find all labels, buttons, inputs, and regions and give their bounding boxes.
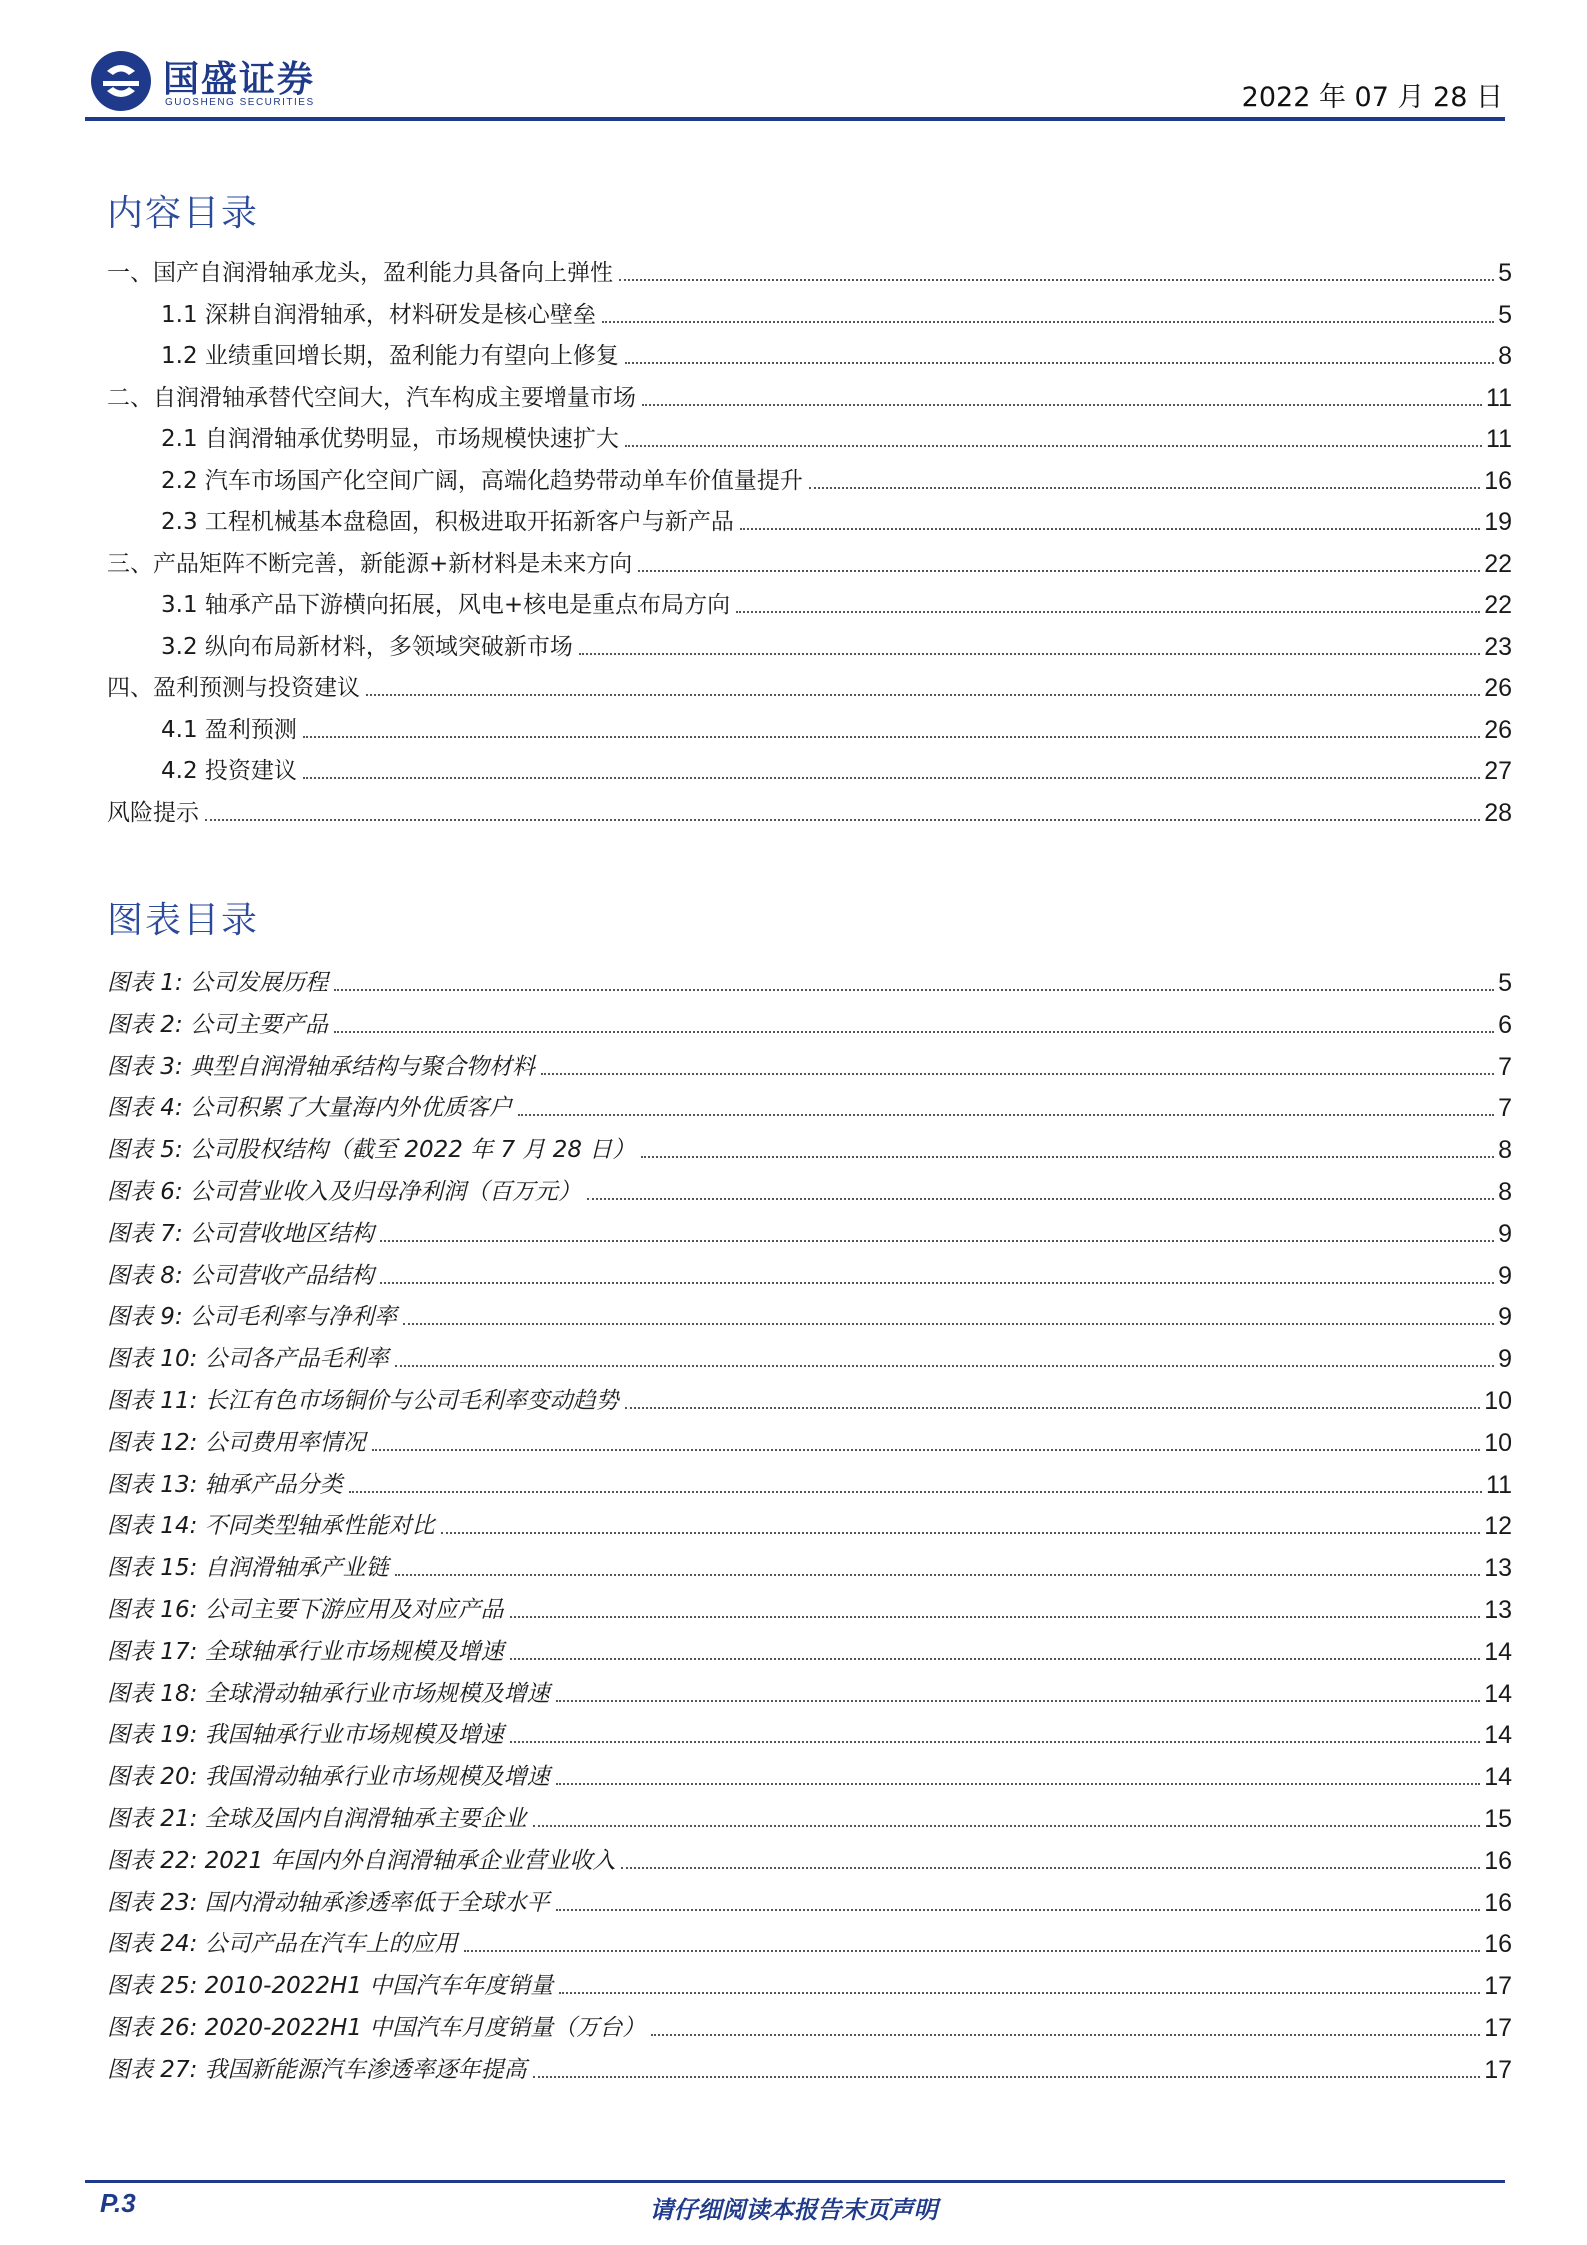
dot-leader [740,527,1480,530]
toc-entry-label: 四、盈利预测与投资建议 [107,675,360,701]
footer-disclaimer: 请仔细阅读本报告末页声明 [649,2196,938,2224]
dot-leader [602,320,1494,323]
figure-entry[interactable] [107,1251,1512,1291]
toc-entry-page: 16 [1484,466,1512,495]
page-number: P.3 [100,2188,136,2218]
figure-entry-page: 17 [1484,2055,1512,2084]
figure-entry-page: 11 [1486,1470,1512,1499]
dot-leader [510,1657,1481,1660]
figure-entry-label: 图表 13: 轴承产品分类 [107,1471,343,1498]
toc-entry-page: 11 [1486,383,1512,412]
figure-entry-page: 16 [1484,1888,1512,1917]
figure-entry[interactable] [107,1752,1512,1792]
toc-entry[interactable] [107,539,1512,579]
figure-entry-page: 17 [1484,2014,1512,2042]
figure-entry[interactable] [107,1543,1512,1583]
figure-entry[interactable] [107,1878,1512,1918]
logo-text-cn: 国盛证券 [163,59,316,100]
figure-entry-page: 9 [1498,1303,1512,1332]
toc-entry-label: 三、产品矩阵不断完善，新能源+新材料是未来方向 [107,550,633,577]
dot-leader [556,1699,1481,1702]
figure-entry-page: 8 [1498,1136,1512,1165]
figure-entry-page: 14 [1484,1679,1512,1708]
toc-entry-page: 26 [1484,674,1512,702]
dot-leader [556,1782,1481,1785]
toc-entry-label: 1.1 深耕自润滑轴承，材料研发是核心壁垒 [161,301,596,328]
dot-leader [366,693,1480,696]
figure-entry-page: 6 [1498,1010,1512,1039]
dot-leader [372,1448,1481,1451]
toc-title: 内容目录 [107,193,260,234]
figure-entry-label: 图表 22: 2021 年国内外自润滑轴承企业营业收入 [107,1847,616,1874]
figure-entry-label: 图表 6: 公司营业收入及归母净利润（百万元） [107,1179,582,1205]
figure-entry-label: 图表 19: 我国轴承行业市场规模及增速 [107,1722,504,1749]
dot-leader [349,1490,1482,1493]
dot-leader [625,444,1482,447]
dot-leader [303,735,1480,738]
figure-entry[interactable] [107,1292,1512,1332]
figure-entry-label: 图表 18: 全球滑动轴承行业市场规模及增速 [107,1680,550,1707]
dot-leader [559,1991,1480,1994]
toc-entry-label: 一、国产自润滑轴承龙头，盈利能力具备向上弹性 [107,260,613,286]
dot-leader [380,1281,1494,1284]
figure-entry-label: 图表 20: 我国滑动轴承行业市场规模及增速 [107,1764,550,1791]
figure-entry-label: 图表 26: 2020-2022H1 中国汽车月度销量（万台） [107,2015,646,2041]
figure-entry-label: 图表 15: 自润滑轴承产业链 [107,1555,389,1582]
toc-entry[interactable] [161,290,1512,330]
figure-entry-label: 图表 4: 公司积累了大量海内外优质客户 [107,1095,513,1122]
figure-entry-page: 16 [1484,1846,1512,1875]
dot-leader [403,1322,1494,1325]
dot-leader [205,818,1480,821]
dot-leader [625,1406,1481,1409]
report-date: 2022 年 07 月 28 日 [1241,82,1503,113]
figure-entry[interactable] [107,1836,1512,1876]
dot-leader [579,652,1480,655]
dot-leader [651,2033,1480,2036]
toc-entry-label: 2.2 汽车市场国产化空间广阔，高端化趋势带动单车价值量提升 [161,467,803,494]
figure-entry-page: 9 [1498,1219,1512,1248]
dot-leader [641,1155,1494,1158]
guosheng-logo-icon [89,49,153,113]
figure-entry-label: 图表 8: 公司营收产品结构 [107,1262,375,1289]
figure-entry[interactable] [107,2003,1512,2043]
figure-entry-page: 5 [1498,969,1512,997]
figure-entry-label: 图表 23: 国内滑动轴承渗透率低于全球水平 [107,1889,550,1916]
toc-entry-label: 2.1 自润滑轴承优势明显，市场规模快速扩大 [161,426,619,452]
dot-leader [334,988,1494,991]
dot-leader [380,1239,1494,1242]
dot-leader [518,1113,1494,1116]
toc-entry-page: 11 [1486,425,1512,453]
toc-entry-page: 5 [1498,300,1512,329]
figure-entry-page: 13 [1484,1554,1512,1583]
toc-entry[interactable] [161,746,1512,786]
toc-entry[interactable] [161,414,1512,454]
toc-entry-page: 19 [1484,508,1512,536]
dot-leader [587,1197,1494,1200]
dot-leader [441,1531,1481,1534]
figure-entry-label: 图表 1: 公司发展历程 [107,970,329,996]
dot-leader [395,1573,1481,1576]
figure-entry-label: 图表 3: 典型自润滑轴承结构与聚合物材料 [107,1053,536,1080]
figure-entry[interactable] [107,1710,1512,1750]
toc-entry[interactable] [107,663,1512,703]
figure-entry-label: 图表 5: 公司股权结构（截至 2022 年 7 月 28 日） [107,1137,636,1164]
toc-entry-label: 二、自润滑轴承替代空间大，汽车构成主要增量市场 [107,384,636,411]
figure-entry-page: 12 [1484,1512,1512,1541]
dot-leader [464,1949,1481,1952]
figure-entry-page: 16 [1484,1930,1512,1959]
figure-entry-page: 9 [1498,1345,1512,1374]
dot-leader [809,486,1480,489]
toc-entry[interactable] [161,456,1512,496]
figure-entry-label: 图表 17: 全球轴承行业市场规模及增速 [107,1638,504,1665]
figure-entry-page: 7 [1498,1094,1512,1123]
figure-entry-label: 图表 10: 公司各产品毛利率 [107,1346,389,1373]
toc-entry-label: 风险提示 [107,799,199,826]
dot-leader [395,1364,1494,1367]
dot-leader [556,1908,1481,1911]
toc-entry-label: 2.3 工程机械基本盘稳固，积极进取开拓新客户与新产品 [161,509,734,535]
figure-entry-page: 9 [1498,1261,1512,1290]
toc-entry[interactable] [161,622,1512,662]
figure-entry-page: 15 [1484,1805,1512,1833]
figure-entry[interactable] [107,1418,1512,1458]
figure-entry-page: 10 [1484,1428,1512,1457]
dot-leader [625,361,1494,364]
figure-entry[interactable] [107,1000,1512,1040]
toc-entry-page: 26 [1484,715,1512,744]
report-header [85,45,1505,125]
dot-leader [642,403,1482,406]
figure-entry-label: 图表 12: 公司费用率情况 [107,1429,366,1456]
logo-text-en: GUOSHENG SECURITIES [165,97,315,108]
toc-entry-label: 4.2 投资建议 [161,758,297,784]
figure-entry-page: 7 [1498,1052,1512,1081]
dot-leader [510,1740,1481,1743]
figure-entry-label: 图表 7: 公司营收地区结构 [107,1220,375,1247]
toc-entry-page: 22 [1484,591,1512,619]
header-divider [85,117,1505,121]
figure-entry[interactable] [107,1627,1512,1667]
dot-leader [303,776,1480,779]
figure-entry-label: 图表 2: 公司主要产品 [107,1011,329,1038]
figure-entry[interactable] [107,1585,1512,1625]
figure-entry-label: 图表 16: 公司主要下游应用及对应产品 [107,1597,504,1623]
figure-entry[interactable] [107,1669,1512,1709]
dot-leader [621,1866,1480,1869]
toc-entry[interactable] [161,497,1512,537]
dot-leader [638,569,1480,572]
figure-entry-page: 14 [1484,1637,1512,1666]
dot-leader [533,1824,1481,1827]
toc-entry-page: 8 [1498,342,1512,370]
figure-entry[interactable] [107,1961,1512,2001]
toc-entry[interactable] [107,373,1512,413]
figure-entry[interactable] [107,1042,1512,1082]
dot-leader [533,2075,1481,2078]
dot-leader [541,1072,1494,1075]
toc-entry[interactable] [161,331,1512,371]
figure-entry[interactable] [107,1919,1512,1959]
dot-leader [334,1030,1494,1033]
toc-entry-label: 3.2 纵向布局新材料，多领域突破新市场 [161,633,573,660]
figure-entry-page: 14 [1484,1763,1512,1792]
figure-entry-label: 图表 9: 公司毛利率与净利率 [107,1304,398,1331]
figure-entry[interactable] [107,1125,1512,1165]
toc-entry-page: 23 [1484,632,1512,661]
figure-entry[interactable] [107,1501,1512,1541]
footer-divider [85,2180,1505,2183]
figure-entry-page: 17 [1484,1972,1512,2001]
figure-entry[interactable] [107,958,1512,998]
toc-entry[interactable] [107,788,1512,828]
figure-entry-page: 8 [1498,1178,1512,1206]
figure-entry[interactable] [107,2045,1512,2085]
toc-entry-page: 28 [1484,798,1512,827]
toc-entry-label: 1.2 业绩重回增长期，盈利能力有望向上修复 [161,343,619,369]
figure-entry[interactable] [107,1209,1512,1249]
figure-entry-label: 图表 14: 不同类型轴承性能对比 [107,1513,435,1540]
dot-leader [736,610,1480,613]
toc-entry-page: 5 [1498,259,1512,287]
toc-entry-page: 27 [1484,757,1512,785]
dot-leader [619,278,1494,281]
figure-entry-label: 图表 21: 全球及国内自润滑轴承主要企业 [107,1806,527,1832]
figure-entry-label: 图表 25: 2010-2022H1 中国汽车年度销量 [107,1973,554,2000]
figure-entry[interactable] [107,1460,1512,1500]
figure-entry-label: 图表 24: 公司产品在汽车上的应用 [107,1931,458,1958]
figure-entry[interactable] [107,1083,1512,1123]
toc-entry-page: 22 [1484,549,1512,578]
figure-entry-page: 10 [1484,1387,1512,1415]
figure-entry[interactable] [107,1334,1512,1374]
figure-entry-page: 14 [1484,1721,1512,1750]
toc-entry[interactable] [161,580,1512,620]
toc-entry[interactable] [107,248,1512,288]
figure-entry[interactable] [107,1376,1512,1416]
toc-entry[interactable] [161,705,1512,745]
figure-entry[interactable] [107,1794,1512,1834]
figure-entry-label: 图表 27: 我国新能源汽车渗透率逐年提高 [107,2056,527,2083]
figure-entry[interactable] [107,1167,1512,1207]
figure-entry-label: 图表 11: 长江有色市场铜价与公司毛利率变动趋势 [107,1388,619,1414]
figures-title: 图表目录 [107,900,260,941]
toc-entry-label: 4.1 盈利预测 [161,716,297,743]
toc-entry-label: 3.1 轴承产品下游横向拓展，风电+核电是重点布局方向 [161,592,731,618]
dot-leader [510,1615,1481,1618]
figure-entry-page: 13 [1484,1596,1512,1624]
